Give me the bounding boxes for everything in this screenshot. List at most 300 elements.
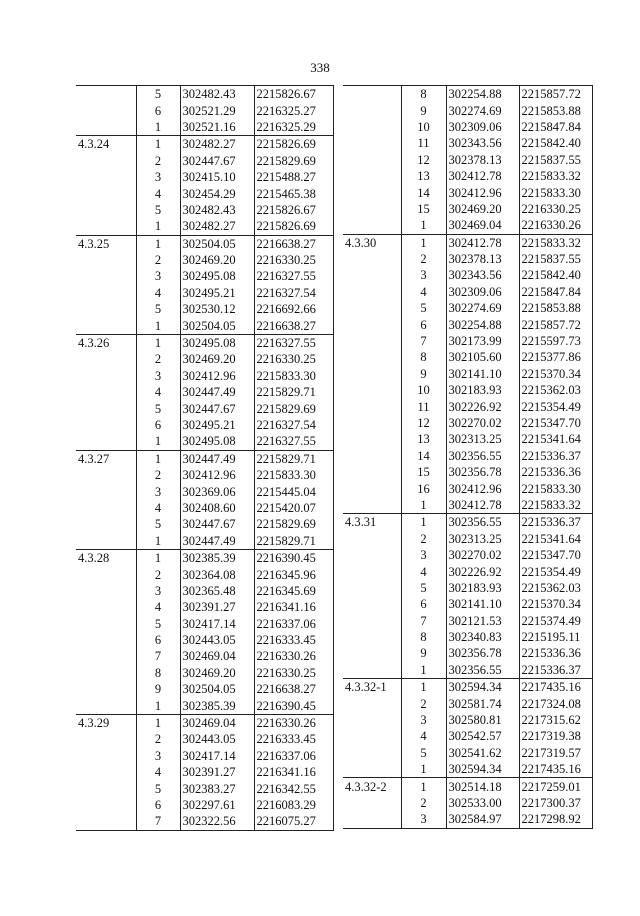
y-coordinate: 2215829.71 xyxy=(254,384,333,400)
table-row xyxy=(343,86,592,103)
section-number xyxy=(343,531,401,547)
point-number: 15 xyxy=(401,464,446,480)
table-row xyxy=(76,86,333,103)
section-number xyxy=(343,267,401,283)
table-row xyxy=(76,697,333,714)
table-row xyxy=(343,217,592,234)
y-coordinate: 2215833.30 xyxy=(519,184,592,200)
x-coordinate: 302504.05 xyxy=(180,235,254,252)
table-row xyxy=(76,648,333,664)
y-coordinate: 2215857.72 xyxy=(519,86,592,103)
y-coordinate: 2215370.34 xyxy=(519,366,592,382)
point-number: 5 xyxy=(136,400,180,416)
point-number: 1 xyxy=(401,662,446,679)
table-row xyxy=(343,382,592,398)
section-number xyxy=(343,596,401,612)
x-coordinate: 302254.88 xyxy=(446,86,519,103)
x-coordinate: 302454.29 xyxy=(180,185,254,201)
y-coordinate: 2215833.32 xyxy=(519,234,592,251)
section-number xyxy=(76,433,136,450)
section-number: 4.3.25 xyxy=(76,235,136,252)
point-number: 16 xyxy=(401,480,446,496)
x-coordinate: 302385.39 xyxy=(180,697,254,714)
point-number: 5 xyxy=(401,745,446,761)
point-number: 7 xyxy=(401,333,446,349)
table-row xyxy=(343,168,592,184)
section-number xyxy=(76,533,136,550)
table-row xyxy=(343,514,592,531)
section-number xyxy=(76,681,136,697)
y-coordinate: 2215488.27 xyxy=(254,169,333,185)
point-number: 3 xyxy=(401,712,446,728)
section-number xyxy=(343,480,401,496)
table-row xyxy=(76,119,333,136)
y-coordinate: 2215847.84 xyxy=(519,119,592,135)
section-number xyxy=(76,697,136,714)
section-number xyxy=(343,398,401,414)
point-number: 1 xyxy=(136,433,180,450)
table-row xyxy=(76,533,333,550)
y-coordinate: 2216330.25 xyxy=(254,665,333,681)
y-coordinate: 2215354.49 xyxy=(519,398,592,414)
y-coordinate: 2216341.16 xyxy=(254,599,333,615)
x-coordinate: 302469.20 xyxy=(180,351,254,367)
x-coordinate: 302521.29 xyxy=(180,102,254,118)
section-number xyxy=(76,583,136,599)
section-number xyxy=(343,366,401,382)
x-coordinate: 302391.27 xyxy=(180,599,254,615)
y-coordinate: 2215445.04 xyxy=(254,483,333,499)
x-coordinate: 302495.08 xyxy=(180,433,254,450)
y-coordinate: 2216330.26 xyxy=(254,648,333,664)
x-coordinate: 302417.14 xyxy=(180,616,254,632)
point-number: 10 xyxy=(401,382,446,398)
section-number xyxy=(343,464,401,480)
point-number: 1 xyxy=(136,218,180,235)
x-coordinate: 302495.08 xyxy=(180,268,254,284)
section-number xyxy=(343,712,401,728)
table-row xyxy=(76,714,333,731)
y-coordinate: 2215336.36 xyxy=(519,464,592,480)
y-coordinate: 2216330.25 xyxy=(519,201,592,217)
x-coordinate: 302141.10 xyxy=(446,366,519,382)
point-number: 9 xyxy=(401,366,446,382)
point-number: 6 xyxy=(136,102,180,118)
table-row xyxy=(76,351,333,367)
section-number xyxy=(76,301,136,317)
y-coordinate: 2217298.92 xyxy=(519,811,592,828)
x-coordinate: 302365.48 xyxy=(180,583,254,599)
section-number xyxy=(76,317,136,334)
y-coordinate: 2216333.45 xyxy=(254,632,333,648)
table-row xyxy=(76,731,333,747)
point-number: 2 xyxy=(136,153,180,169)
point-number: 9 xyxy=(401,102,446,118)
y-coordinate: 2215362.03 xyxy=(519,382,592,398)
x-coordinate: 302356.55 xyxy=(446,662,519,679)
point-number: 9 xyxy=(401,645,446,661)
x-coordinate: 302514.18 xyxy=(446,778,519,795)
y-coordinate: 2215833.30 xyxy=(519,480,592,496)
table-row xyxy=(76,268,333,284)
table-row xyxy=(343,316,592,332)
x-coordinate: 302495.21 xyxy=(180,285,254,301)
y-coordinate: 2216327.55 xyxy=(254,433,333,450)
x-coordinate: 302584.97 xyxy=(446,811,519,828)
table-row xyxy=(76,599,333,615)
table-row xyxy=(76,583,333,599)
table-row xyxy=(76,400,333,416)
point-number: 3 xyxy=(401,547,446,563)
y-coordinate: 2216342.55 xyxy=(254,780,333,796)
section-number xyxy=(343,382,401,398)
section-number xyxy=(76,218,136,235)
x-coordinate: 302226.92 xyxy=(446,398,519,414)
point-number: 7 xyxy=(401,613,446,629)
point-number: 4 xyxy=(401,728,446,744)
y-coordinate: 2217324.08 xyxy=(519,695,592,711)
y-coordinate: 2216325.27 xyxy=(254,102,333,118)
section-number xyxy=(343,695,401,711)
section-number xyxy=(343,168,401,184)
x-coordinate: 302482.27 xyxy=(180,136,254,153)
y-coordinate: 2216333.45 xyxy=(254,731,333,747)
section-number xyxy=(343,119,401,135)
table-row xyxy=(343,761,592,778)
y-coordinate: 2215597.73 xyxy=(519,333,592,349)
table-row xyxy=(343,563,592,579)
x-coordinate: 302313.25 xyxy=(446,531,519,547)
table-row xyxy=(76,169,333,185)
section-number xyxy=(76,748,136,764)
point-number: 5 xyxy=(136,616,180,632)
x-coordinate: 302447.49 xyxy=(180,450,254,467)
x-coordinate: 302417.14 xyxy=(180,748,254,764)
point-number: 4 xyxy=(136,764,180,780)
section-number: 4.3.24 xyxy=(76,136,136,153)
table-row xyxy=(76,384,333,400)
table-row xyxy=(76,202,333,218)
point-number: 1 xyxy=(401,679,446,696)
y-coordinate: 2216330.25 xyxy=(254,252,333,268)
section-number xyxy=(76,351,136,367)
section-number xyxy=(343,662,401,679)
point-number: 2 xyxy=(136,467,180,483)
point-number: 8 xyxy=(136,665,180,681)
section-number xyxy=(76,285,136,301)
y-coordinate: 2215833.32 xyxy=(519,168,592,184)
section-number: 4.3.32-2 xyxy=(343,778,401,795)
x-coordinate: 302309.06 xyxy=(446,119,519,135)
section-number xyxy=(76,516,136,532)
section-number xyxy=(76,268,136,284)
point-number: 2 xyxy=(401,795,446,811)
x-coordinate: 302141.10 xyxy=(446,596,519,612)
point-number: 1 xyxy=(136,334,180,351)
x-coordinate: 302356.55 xyxy=(446,514,519,531)
y-coordinate: 2215826.67 xyxy=(254,86,333,103)
x-coordinate: 302580.81 xyxy=(446,712,519,728)
point-number: 4 xyxy=(136,384,180,400)
point-number: 1 xyxy=(136,697,180,714)
y-coordinate: 2216075.27 xyxy=(254,813,333,830)
y-coordinate: 2215829.71 xyxy=(254,450,333,467)
section-number xyxy=(76,599,136,615)
table-row xyxy=(343,102,592,118)
point-number: 6 xyxy=(401,316,446,332)
section-number: 4.3.29 xyxy=(76,714,136,731)
point-number: 3 xyxy=(136,748,180,764)
section-number xyxy=(343,745,401,761)
y-coordinate: 2216327.54 xyxy=(254,285,333,301)
x-coordinate: 302270.02 xyxy=(446,415,519,431)
section-number xyxy=(343,284,401,300)
point-number: 1 xyxy=(401,761,446,778)
y-coordinate: 2215341.64 xyxy=(519,431,592,447)
x-coordinate: 302415.10 xyxy=(180,169,254,185)
table-row xyxy=(76,368,333,384)
point-number: 6 xyxy=(136,632,180,648)
table-row xyxy=(76,467,333,483)
table-row xyxy=(343,431,592,447)
point-number: 2 xyxy=(401,531,446,547)
y-coordinate: 2216345.69 xyxy=(254,583,333,599)
page-number: 338 xyxy=(310,60,330,75)
section-number xyxy=(76,86,136,103)
point-number: 1 xyxy=(401,217,446,234)
table-row xyxy=(343,795,592,811)
point-number: 3 xyxy=(401,267,446,283)
point-number: 12 xyxy=(401,415,446,431)
section-number xyxy=(343,761,401,778)
point-number: 7 xyxy=(136,813,180,830)
point-number: 8 xyxy=(401,86,446,103)
table-row xyxy=(343,695,592,711)
section-number xyxy=(76,169,136,185)
section-number xyxy=(76,500,136,516)
y-coordinate: 2215195.11 xyxy=(519,629,592,645)
x-coordinate: 302340.83 xyxy=(446,629,519,645)
x-coordinate: 302482.43 xyxy=(180,86,254,103)
x-coordinate: 302469.20 xyxy=(446,201,519,217)
section-number xyxy=(76,467,136,483)
table-row xyxy=(76,252,333,268)
y-coordinate: 2216325.29 xyxy=(254,119,333,136)
y-coordinate: 2215847.84 xyxy=(519,284,592,300)
section-number xyxy=(343,563,401,579)
point-number: 14 xyxy=(401,184,446,200)
x-coordinate: 302254.88 xyxy=(446,316,519,332)
table-row xyxy=(76,136,333,153)
point-number: 3 xyxy=(136,368,180,384)
x-coordinate: 302309.06 xyxy=(446,284,519,300)
x-coordinate: 302495.08 xyxy=(180,334,254,351)
section-number xyxy=(76,153,136,169)
x-coordinate: 302447.67 xyxy=(180,400,254,416)
table-row xyxy=(343,251,592,267)
y-coordinate: 2215829.69 xyxy=(254,400,333,416)
y-coordinate: 2215826.67 xyxy=(254,202,333,218)
y-coordinate: 2215837.55 xyxy=(519,251,592,267)
y-coordinate: 2215826.69 xyxy=(254,218,333,235)
section-number: 4.3.27 xyxy=(76,450,136,467)
y-coordinate: 2216390.45 xyxy=(254,697,333,714)
y-coordinate: 2215829.69 xyxy=(254,153,333,169)
x-coordinate: 302183.93 xyxy=(446,382,519,398)
x-coordinate: 302364.08 xyxy=(180,566,254,582)
x-coordinate: 302542.57 xyxy=(446,728,519,744)
section-number xyxy=(343,613,401,629)
section-number xyxy=(343,201,401,217)
table-row xyxy=(343,629,592,645)
point-number: 3 xyxy=(136,583,180,599)
section-number xyxy=(343,645,401,661)
point-number: 3 xyxy=(401,811,446,828)
x-coordinate: 302121.53 xyxy=(446,613,519,629)
section-number xyxy=(76,483,136,499)
point-number: 5 xyxy=(136,780,180,796)
y-coordinate: 2215842.40 xyxy=(519,135,592,151)
section-number xyxy=(343,448,401,464)
table-row xyxy=(343,464,592,480)
x-coordinate: 302594.34 xyxy=(446,679,519,696)
y-coordinate: 2215842.40 xyxy=(519,267,592,283)
y-coordinate: 2216330.26 xyxy=(519,217,592,234)
section-number xyxy=(76,648,136,664)
point-number: 1 xyxy=(136,235,180,252)
table-row xyxy=(76,797,333,813)
y-coordinate: 2216345.96 xyxy=(254,566,333,582)
table-row xyxy=(343,497,592,514)
table-row xyxy=(76,813,333,830)
section-number xyxy=(343,547,401,563)
y-coordinate: 2215857.72 xyxy=(519,316,592,332)
table-row xyxy=(76,433,333,450)
table-row xyxy=(76,566,333,582)
section-number xyxy=(76,731,136,747)
y-coordinate: 2215826.69 xyxy=(254,136,333,153)
y-coordinate: 2216327.54 xyxy=(254,417,333,433)
y-coordinate: 2216638.27 xyxy=(254,681,333,697)
x-coordinate: 302343.56 xyxy=(446,135,519,151)
point-number: 1 xyxy=(136,119,180,136)
point-number: 5 xyxy=(136,86,180,103)
point-number: 1 xyxy=(401,497,446,514)
point-number: 1 xyxy=(136,533,180,550)
table-row xyxy=(343,415,592,431)
x-coordinate: 302443.05 xyxy=(180,731,254,747)
table-row xyxy=(343,234,592,251)
x-coordinate: 302356.55 xyxy=(446,448,519,464)
table-row xyxy=(343,547,592,563)
table-row xyxy=(76,632,333,648)
table-row xyxy=(343,745,592,761)
y-coordinate: 2217300.37 xyxy=(519,795,592,811)
x-coordinate: 302105.60 xyxy=(446,349,519,365)
section-number xyxy=(76,813,136,830)
table-row xyxy=(76,764,333,780)
section-number xyxy=(76,764,136,780)
point-number: 2 xyxy=(401,251,446,267)
section-number: 4.3.28 xyxy=(76,549,136,566)
y-coordinate: 2215853.88 xyxy=(519,102,592,118)
x-coordinate: 302356.78 xyxy=(446,645,519,661)
y-coordinate: 2216330.25 xyxy=(254,351,333,367)
point-number: 4 xyxy=(136,185,180,201)
table-row xyxy=(343,284,592,300)
section-number xyxy=(343,811,401,828)
section-number xyxy=(76,417,136,433)
x-coordinate: 302482.43 xyxy=(180,202,254,218)
table-row xyxy=(76,218,333,235)
x-coordinate: 302412.78 xyxy=(446,234,519,251)
point-number: 3 xyxy=(136,268,180,284)
section-number xyxy=(76,632,136,648)
x-coordinate: 302447.67 xyxy=(180,516,254,532)
point-number: 10 xyxy=(401,119,446,135)
coordinates-table-left xyxy=(76,85,334,831)
point-number: 2 xyxy=(136,351,180,367)
section-number xyxy=(76,119,136,136)
x-coordinate: 302469.20 xyxy=(180,665,254,681)
y-coordinate: 2216330.26 xyxy=(254,714,333,731)
x-coordinate: 302581.74 xyxy=(446,695,519,711)
y-coordinate: 2216083.29 xyxy=(254,797,333,813)
y-coordinate: 2215853.88 xyxy=(519,300,592,316)
point-number: 11 xyxy=(401,398,446,414)
x-coordinate: 302391.27 xyxy=(180,764,254,780)
section-number xyxy=(76,665,136,681)
y-coordinate: 2216638.27 xyxy=(254,235,333,252)
section-number xyxy=(343,184,401,200)
table-row xyxy=(76,102,333,118)
table-row xyxy=(76,334,333,351)
section-number xyxy=(343,217,401,234)
table-row xyxy=(76,235,333,252)
table-row xyxy=(76,500,333,516)
point-number: 4 xyxy=(401,284,446,300)
section-number xyxy=(343,580,401,596)
point-number: 6 xyxy=(136,417,180,433)
y-coordinate: 2216341.16 xyxy=(254,764,333,780)
x-coordinate: 302412.78 xyxy=(446,168,519,184)
x-coordinate: 302270.02 xyxy=(446,547,519,563)
y-coordinate: 2215829.69 xyxy=(254,516,333,532)
table-row xyxy=(343,580,592,596)
section-number xyxy=(76,252,136,268)
y-coordinate: 2215347.70 xyxy=(519,415,592,431)
point-number: 15 xyxy=(401,201,446,217)
section-number xyxy=(343,102,401,118)
x-coordinate: 302378.13 xyxy=(446,251,519,267)
point-number: 1 xyxy=(136,317,180,334)
point-number: 9 xyxy=(136,681,180,697)
table-row xyxy=(76,153,333,169)
x-coordinate: 302447.67 xyxy=(180,153,254,169)
section-number xyxy=(343,795,401,811)
x-coordinate: 302469.04 xyxy=(446,217,519,234)
x-coordinate: 302412.96 xyxy=(180,368,254,384)
table-row xyxy=(343,662,592,679)
x-coordinate: 302541.62 xyxy=(446,745,519,761)
x-coordinate: 302408.60 xyxy=(180,500,254,516)
x-coordinate: 302469.04 xyxy=(180,714,254,731)
point-number: 12 xyxy=(401,152,446,168)
y-coordinate: 2216692.66 xyxy=(254,301,333,317)
table-row xyxy=(76,285,333,301)
y-coordinate: 2215336.36 xyxy=(519,645,592,661)
section-number xyxy=(76,202,136,218)
